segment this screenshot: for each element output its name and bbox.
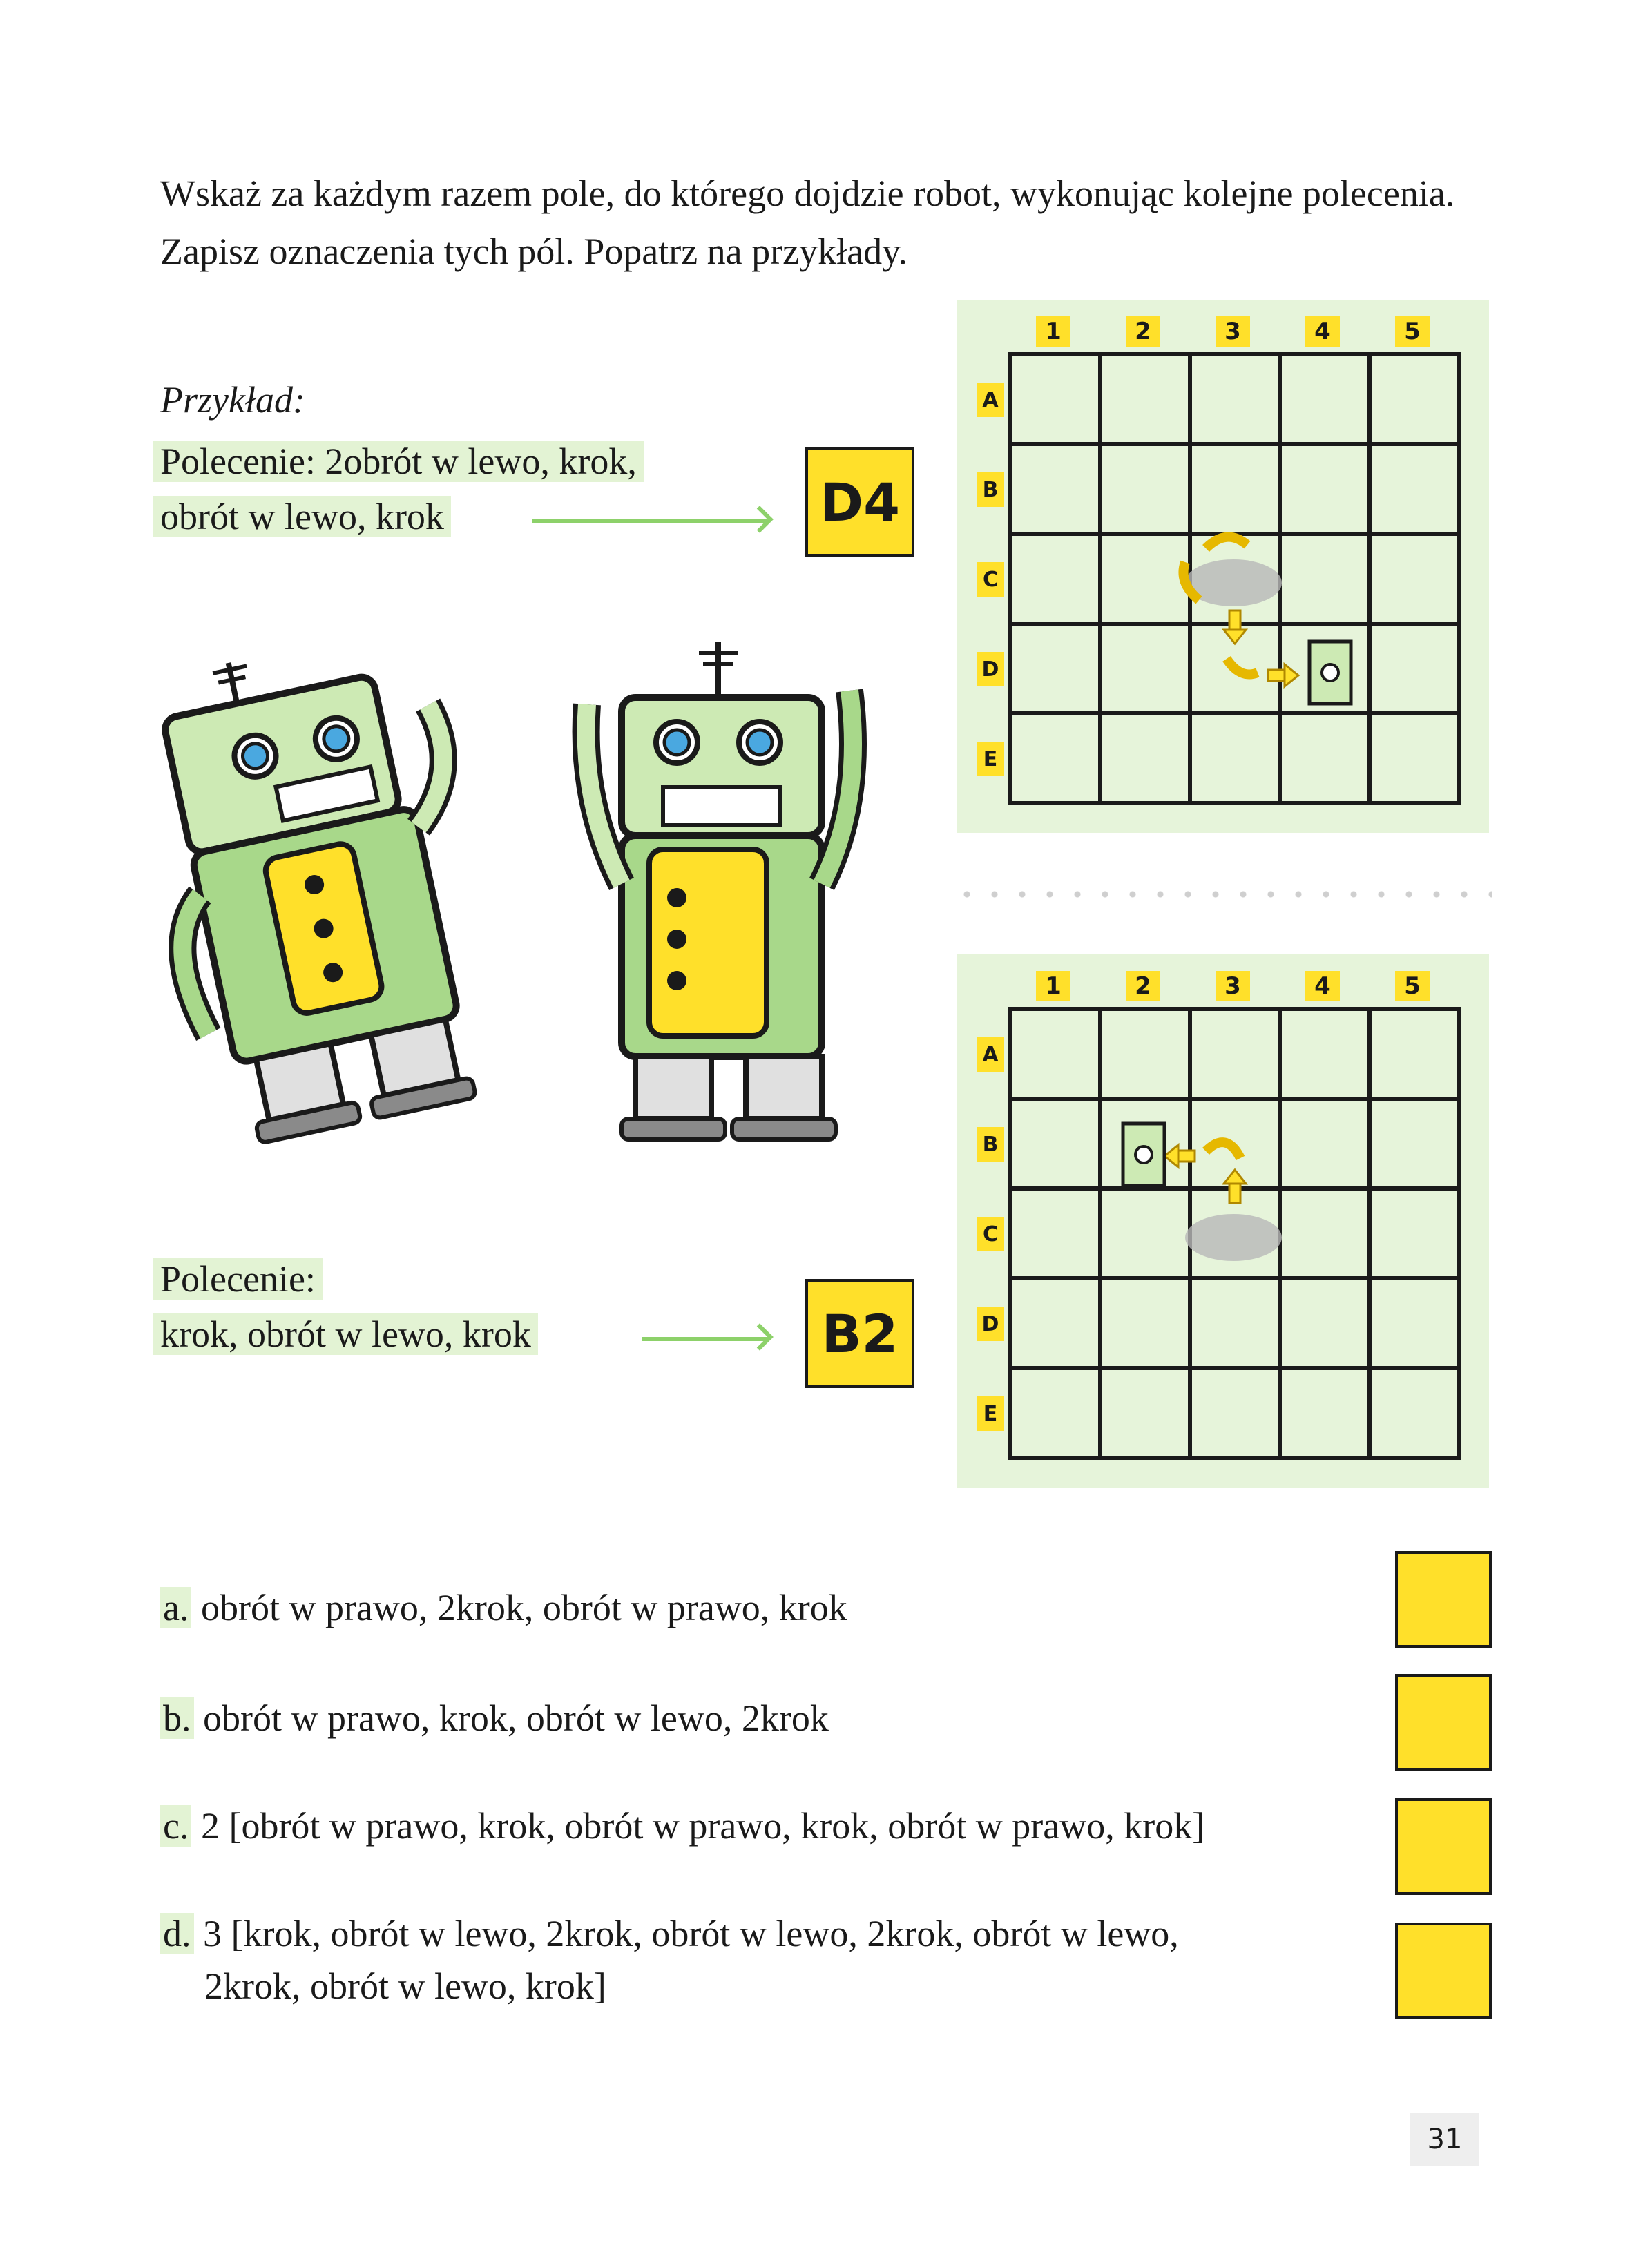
grid1-col-3: 3 bbox=[1216, 316, 1250, 347]
task-a-letter: a. bbox=[160, 1587, 191, 1628]
grid2-robot-path bbox=[957, 954, 1489, 1488]
task-b-text: obrót w prawo, krok, obrót w lewo, 2krok bbox=[203, 1697, 829, 1739]
example1-command bbox=[153, 434, 644, 544]
example1-arrow bbox=[532, 519, 767, 523]
grid1-col-4: 4 bbox=[1305, 316, 1340, 347]
grid1-col-2: 2 bbox=[1126, 316, 1160, 347]
grid1-col-1: 1 bbox=[1036, 316, 1070, 347]
grid1-row-A: A bbox=[977, 383, 1004, 417]
grid1-row-B: B bbox=[977, 472, 1004, 507]
grid2-panel bbox=[957, 954, 1489, 1488]
task-b bbox=[160, 1692, 829, 1744]
example2-answer-box bbox=[805, 1279, 914, 1388]
task-d-letter: d. bbox=[160, 1913, 194, 1954]
grid2-col-1: 1 bbox=[1036, 971, 1070, 1001]
task-c-text: 2 [obrót w prawo, krok, obrót w prawo, krok, obrót w prawo, krok] bbox=[200, 1805, 1205, 1847]
task-b-answer-box[interactable] bbox=[1395, 1674, 1492, 1771]
task-d bbox=[160, 1907, 1179, 2012]
task-c bbox=[160, 1800, 1204, 1852]
grid2-row-B: B bbox=[977, 1127, 1004, 1162]
task-d-answer-box[interactable] bbox=[1395, 1923, 1492, 2019]
example2-command bbox=[153, 1251, 538, 1362]
separator-dots bbox=[953, 891, 1492, 898]
page-number: 31 bbox=[1410, 2113, 1479, 2166]
task-d-text: 3 [krok, obrót w lewo, 2krok, obrót w lewo, 2krok, obrót w lewo, bbox=[203, 1913, 1179, 1954]
example2-line2: krok, obrót w lewo, krok bbox=[153, 1313, 538, 1355]
grid2-row-C: C bbox=[977, 1217, 1004, 1251]
task-c-answer-box[interactable] bbox=[1395, 1798, 1492, 1895]
example-label: Przykład: bbox=[160, 379, 305, 421]
example1-line1: Polecenie: 2obrót w lewo, krok, bbox=[153, 441, 644, 482]
grid1-col-5: 5 bbox=[1395, 316, 1430, 347]
grid2-row-A: A bbox=[977, 1037, 1004, 1072]
task-a-answer-box[interactable] bbox=[1395, 1551, 1492, 1648]
grid2-row-D: D bbox=[977, 1307, 1004, 1341]
robot-left bbox=[138, 623, 515, 1151]
grid1-row-C: C bbox=[977, 562, 1004, 597]
grid1-robot-path bbox=[957, 300, 1489, 833]
grid2-col-4: 4 bbox=[1305, 971, 1340, 1001]
task-b-letter: b. bbox=[160, 1697, 194, 1739]
task-d-text2: 2krok, obrót w lewo, krok] bbox=[204, 1965, 606, 2007]
robots-illustration bbox=[138, 622, 932, 1160]
grid2-col-5: 5 bbox=[1395, 971, 1430, 1001]
example1-answer-box bbox=[805, 447, 914, 557]
example2-line1: Polecenie: bbox=[153, 1258, 323, 1300]
example1-answer: D4 bbox=[820, 471, 900, 533]
grid2-col-3: 3 bbox=[1216, 971, 1250, 1001]
task-a-text: obrót w prawo, 2krok, obrót w prawo, krok bbox=[200, 1587, 847, 1628]
robot-right bbox=[586, 642, 853, 1139]
grid2-col-2: 2 bbox=[1126, 971, 1160, 1001]
task-a bbox=[160, 1581, 847, 1634]
example2-answer: B2 bbox=[821, 1302, 899, 1365]
grid2-row-E: E bbox=[977, 1396, 1004, 1431]
grid1-row-E: E bbox=[977, 742, 1004, 776]
example2-arrow bbox=[642, 1337, 767, 1341]
instruction-text: Wskaż za każdym razem pole, do którego dojdzie robot, wykonując kolejne polecenia. Zapisz oznaczenia tych pól. Popatrz na przykłady. bbox=[160, 173, 1455, 272]
grid1-panel bbox=[957, 300, 1489, 833]
grid1-row-D: D bbox=[977, 652, 1004, 686]
example1-line2: obrót w lewo, krok bbox=[153, 496, 451, 537]
task-c-letter: c. bbox=[160, 1805, 191, 1847]
